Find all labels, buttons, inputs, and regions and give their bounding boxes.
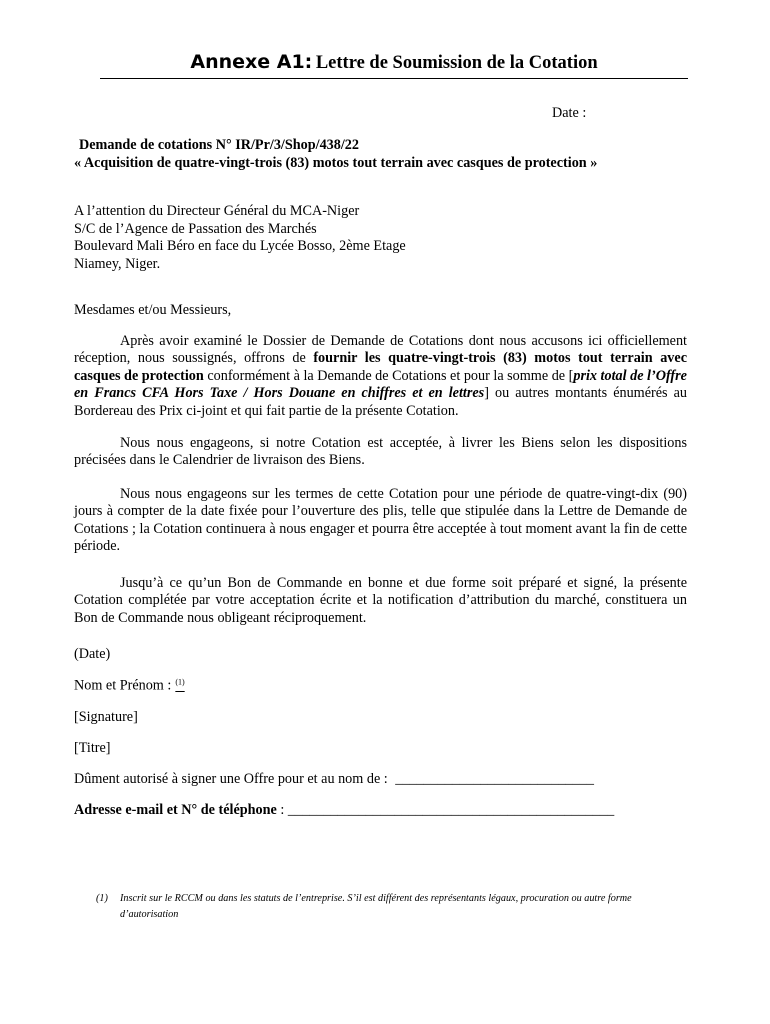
reference-number: Demande de cotations N° IR/Pr/3/Shop/438/22	[79, 137, 359, 153]
authorized-blank: ____________________________	[395, 771, 594, 787]
title-field: [Titre]	[74, 740, 111, 756]
address-line: A l’attention du Directeur Général du MCA-Niger	[74, 203, 360, 219]
address-line: S/C de l’Agence de Passation des Marchés	[74, 220, 317, 237]
paragraph-text: ] ou autres montants énumérés au Bordereau des Prix ci-joint et qui fait partie de la présente Cotation.	[74, 385, 687, 419]
contact-blank: ______________________________________________	[287, 802, 615, 818]
paragraph-bold-text: fournir les quatre-vingt-trois (83) motos tout terrain avec casques de protection	[74, 350, 687, 384]
contact-separator: :	[276, 802, 288, 818]
recipient-address	[74, 203, 406, 273]
document-title	[100, 50, 688, 79]
reference-subject: « Acquisition de quatre-vingt-trois (83) motos tout terrain avec casques de protection »	[74, 155, 598, 171]
date-label: Date :	[552, 105, 587, 121]
paragraph-delivery: Nous nous engageons, si notre Cotation est acceptée, à livrer les Biens selon les dispositions précisées dans le Calendrier de livraison des Biens.	[74, 435, 687, 469]
salutation: Mesdames et/ou Messieurs,	[74, 302, 232, 318]
footnote-number: (1)	[96, 893, 108, 904]
price-placeholder: prix total de l’Offre en Francs CFA Hors Taxe / Hors Douane en chiffres et en lettres	[74, 367, 687, 402]
name-field	[74, 677, 185, 695]
signature-field: [Signature]	[74, 709, 138, 725]
title-prefix: Annexe A1:	[190, 51, 313, 73]
footnote-ref: (1)	[175, 677, 185, 686]
paragraph-purchase-order: Jusqu’à ce qu’un Bon de Commande en bonne et due forme soit préparé et signé, la présente Cotation complétée par votre acceptation écrite et la notification d’attribution du marché, constituera un Bon de Commande nous obligeant réciproquement.	[74, 575, 687, 626]
name-label: Nom et Prénom :	[74, 677, 172, 694]
contact-label: Adresse e-mail et N° de téléphone	[74, 802, 277, 818]
date-field: (Date)	[74, 646, 111, 662]
authorized-label: Dûment autorisé à signer une Offre pour et au nom de :	[74, 771, 388, 787]
paragraph-text: conformément à la Demande de Cotations et pour la somme de [	[203, 367, 574, 384]
footnote	[96, 891, 656, 923]
name-blank	[171, 678, 184, 694]
paragraph-text: Après avoir examiné le Dossier de Demande de Cotations dont nous accusons ici officiellement réception, nous soussignés, offrons de	[74, 333, 687, 367]
address-line: Niamey, Niger.	[74, 255, 161, 272]
paragraph-validity: Nous nous engageons sur les termes de cette Cotation pour une période de quatre-vingt-dix (90) jours à compter de la date fixée pour l’ouverture des plis, telle que stipulée dans la Lettre de Demande de Cotations ; la Cotation continuera à nous engager et pourra être acceptée à tout moment avant la fin de cette période.	[74, 486, 687, 555]
footnote-text: Inscrit sur le RCCM ou dans les statuts de l’entreprise. S’il est différent des représentants légaux, procuration ou autre forme d’autorisation	[120, 893, 632, 920]
address-line: Boulevard Mali Béro en face du Lycée Bosso, 2ème Etage	[74, 238, 406, 254]
title-main: Lettre de Soumission de la Cotation	[315, 53, 598, 73]
contact-field	[74, 802, 614, 819]
authorized-field	[74, 771, 594, 788]
paragraph-offer	[74, 333, 687, 420]
